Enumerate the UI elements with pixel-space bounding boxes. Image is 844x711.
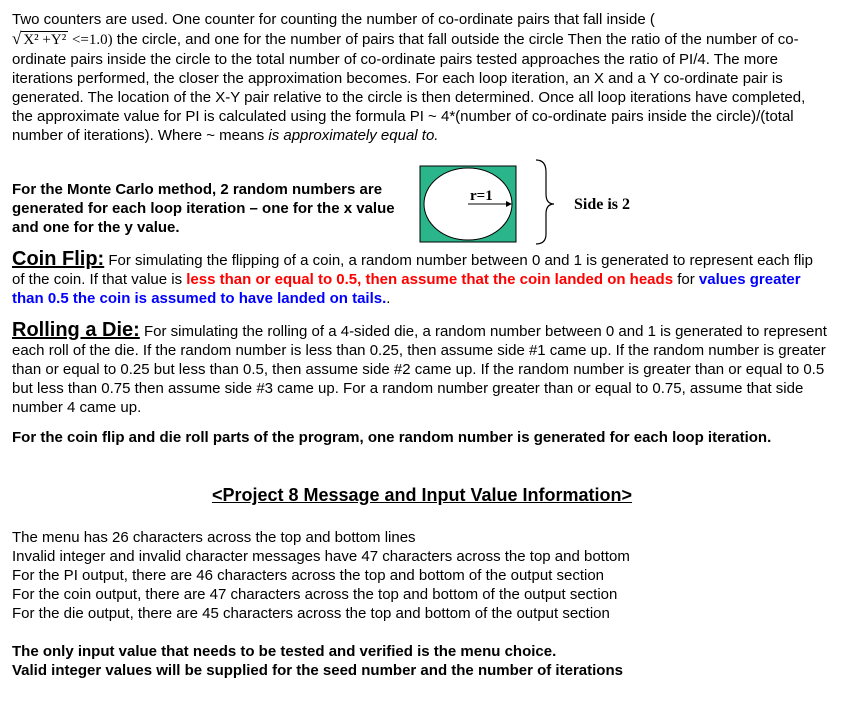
brace [536,160,554,244]
project-title: <Project 8 Message and Input Value Information> [211,485,633,505]
info-line: Invalid integer and invalid character messages have 47 characters across the top and bottom [12,548,630,565]
intro-line1: Two counters are used. One counter for counting the number of co-ordinate pairs that fall inside ( [12,11,655,28]
circle-in-square-diagram [418,158,658,246]
final-line: The only input value that needs to be tested and verified is the menu choice. [12,643,557,660]
sqrt-expression: X² +Y² [23,32,67,48]
info-line: For the PI output, there are 46 characters across the top and bottom of the output section [12,567,605,584]
die-text: For simulating the rolling of a 4-sided die, a random number between 0 and 1 is generated to represent each roll of the die. If the random number is less than 0.25, then assume side #1 came up. If the random number is greater than or equal to 0.25 but less than 0.5, then assume side #2 came up. If the random number is greater than or equal to 0.5 but less than 0.75 then assume side #3 came up. For a random number greater than or equal to 0.75, assume that side number 4 came up. [12,323,827,416]
coin-flip-paragraph [12,250,827,308]
coin-tails-text: values greater than 0.5 the coin is assumed to have landed on tails. [12,271,801,307]
monte-carlo-note: For the Monte Carlo method, 2 random numbers are generated for each loop iteration – one for the x value and one for the y value. [12,181,395,236]
rolling-die-heading: Rolling a Die: [12,319,140,341]
final-note [12,642,827,680]
rolling-die-paragraph [12,321,827,417]
sqrt-symbol: √ [12,29,22,48]
coin-flip-heading: Coin Flip: [12,248,105,270]
coin-text-2: for [673,271,699,288]
intro-paragraph [12,10,827,145]
intro-rest: the circle, and one for the number of pairs that fall outside the circle Then the ratio of the number of co-ordinate pairs inside the circle to the total number of co-ordinate pairs tested approaches the ratio of PI/4. The more iterations performed, the closer the approximation becomes. For each loop iteration, an X and a Y co-ordinate pair is generated. The location of the X-Y pair relative to the circle is then determined. Once all loop iterations have completed, the approximate value for PI is calculated using the formula PI ~ 4*(number of co-ordinate pairs inside the circle)/(total number of iterations). Where ~ means [12,31,806,144]
coin-text-1: For simulating the flipping of a coin, a random number between 0 and 1 is generated to represent each flip of the coin. If that value is [12,252,813,288]
coin-text-3: . [386,290,391,307]
coin-die-note: For the coin flip and die roll parts of the program, one random number is generated for each loop iteration. [12,429,772,446]
info-line: For the die output, there are 45 characters across the top and bottom of the output section [12,605,610,622]
sqrt-formula [12,29,113,48]
sqrt-comparison: <=1.0) [71,32,113,48]
radius-label: r=1 [470,188,493,204]
info-line: For the coin output, there are 47 characters across the top and bottom of the output section [12,586,618,603]
side-label: Side is 2 [574,196,631,213]
coin-heads-text: less than or equal to 0.5, then assume that the coin landed on heads [186,271,674,288]
intro-italic-tail: is approximately equal to. [268,127,439,144]
info-line: The menu has 26 characters across the top and bottom lines [12,529,416,546]
info-lines [12,528,827,623]
final-line: Valid integer values will be supplied for the seed number and the number of iterations [12,662,623,679]
